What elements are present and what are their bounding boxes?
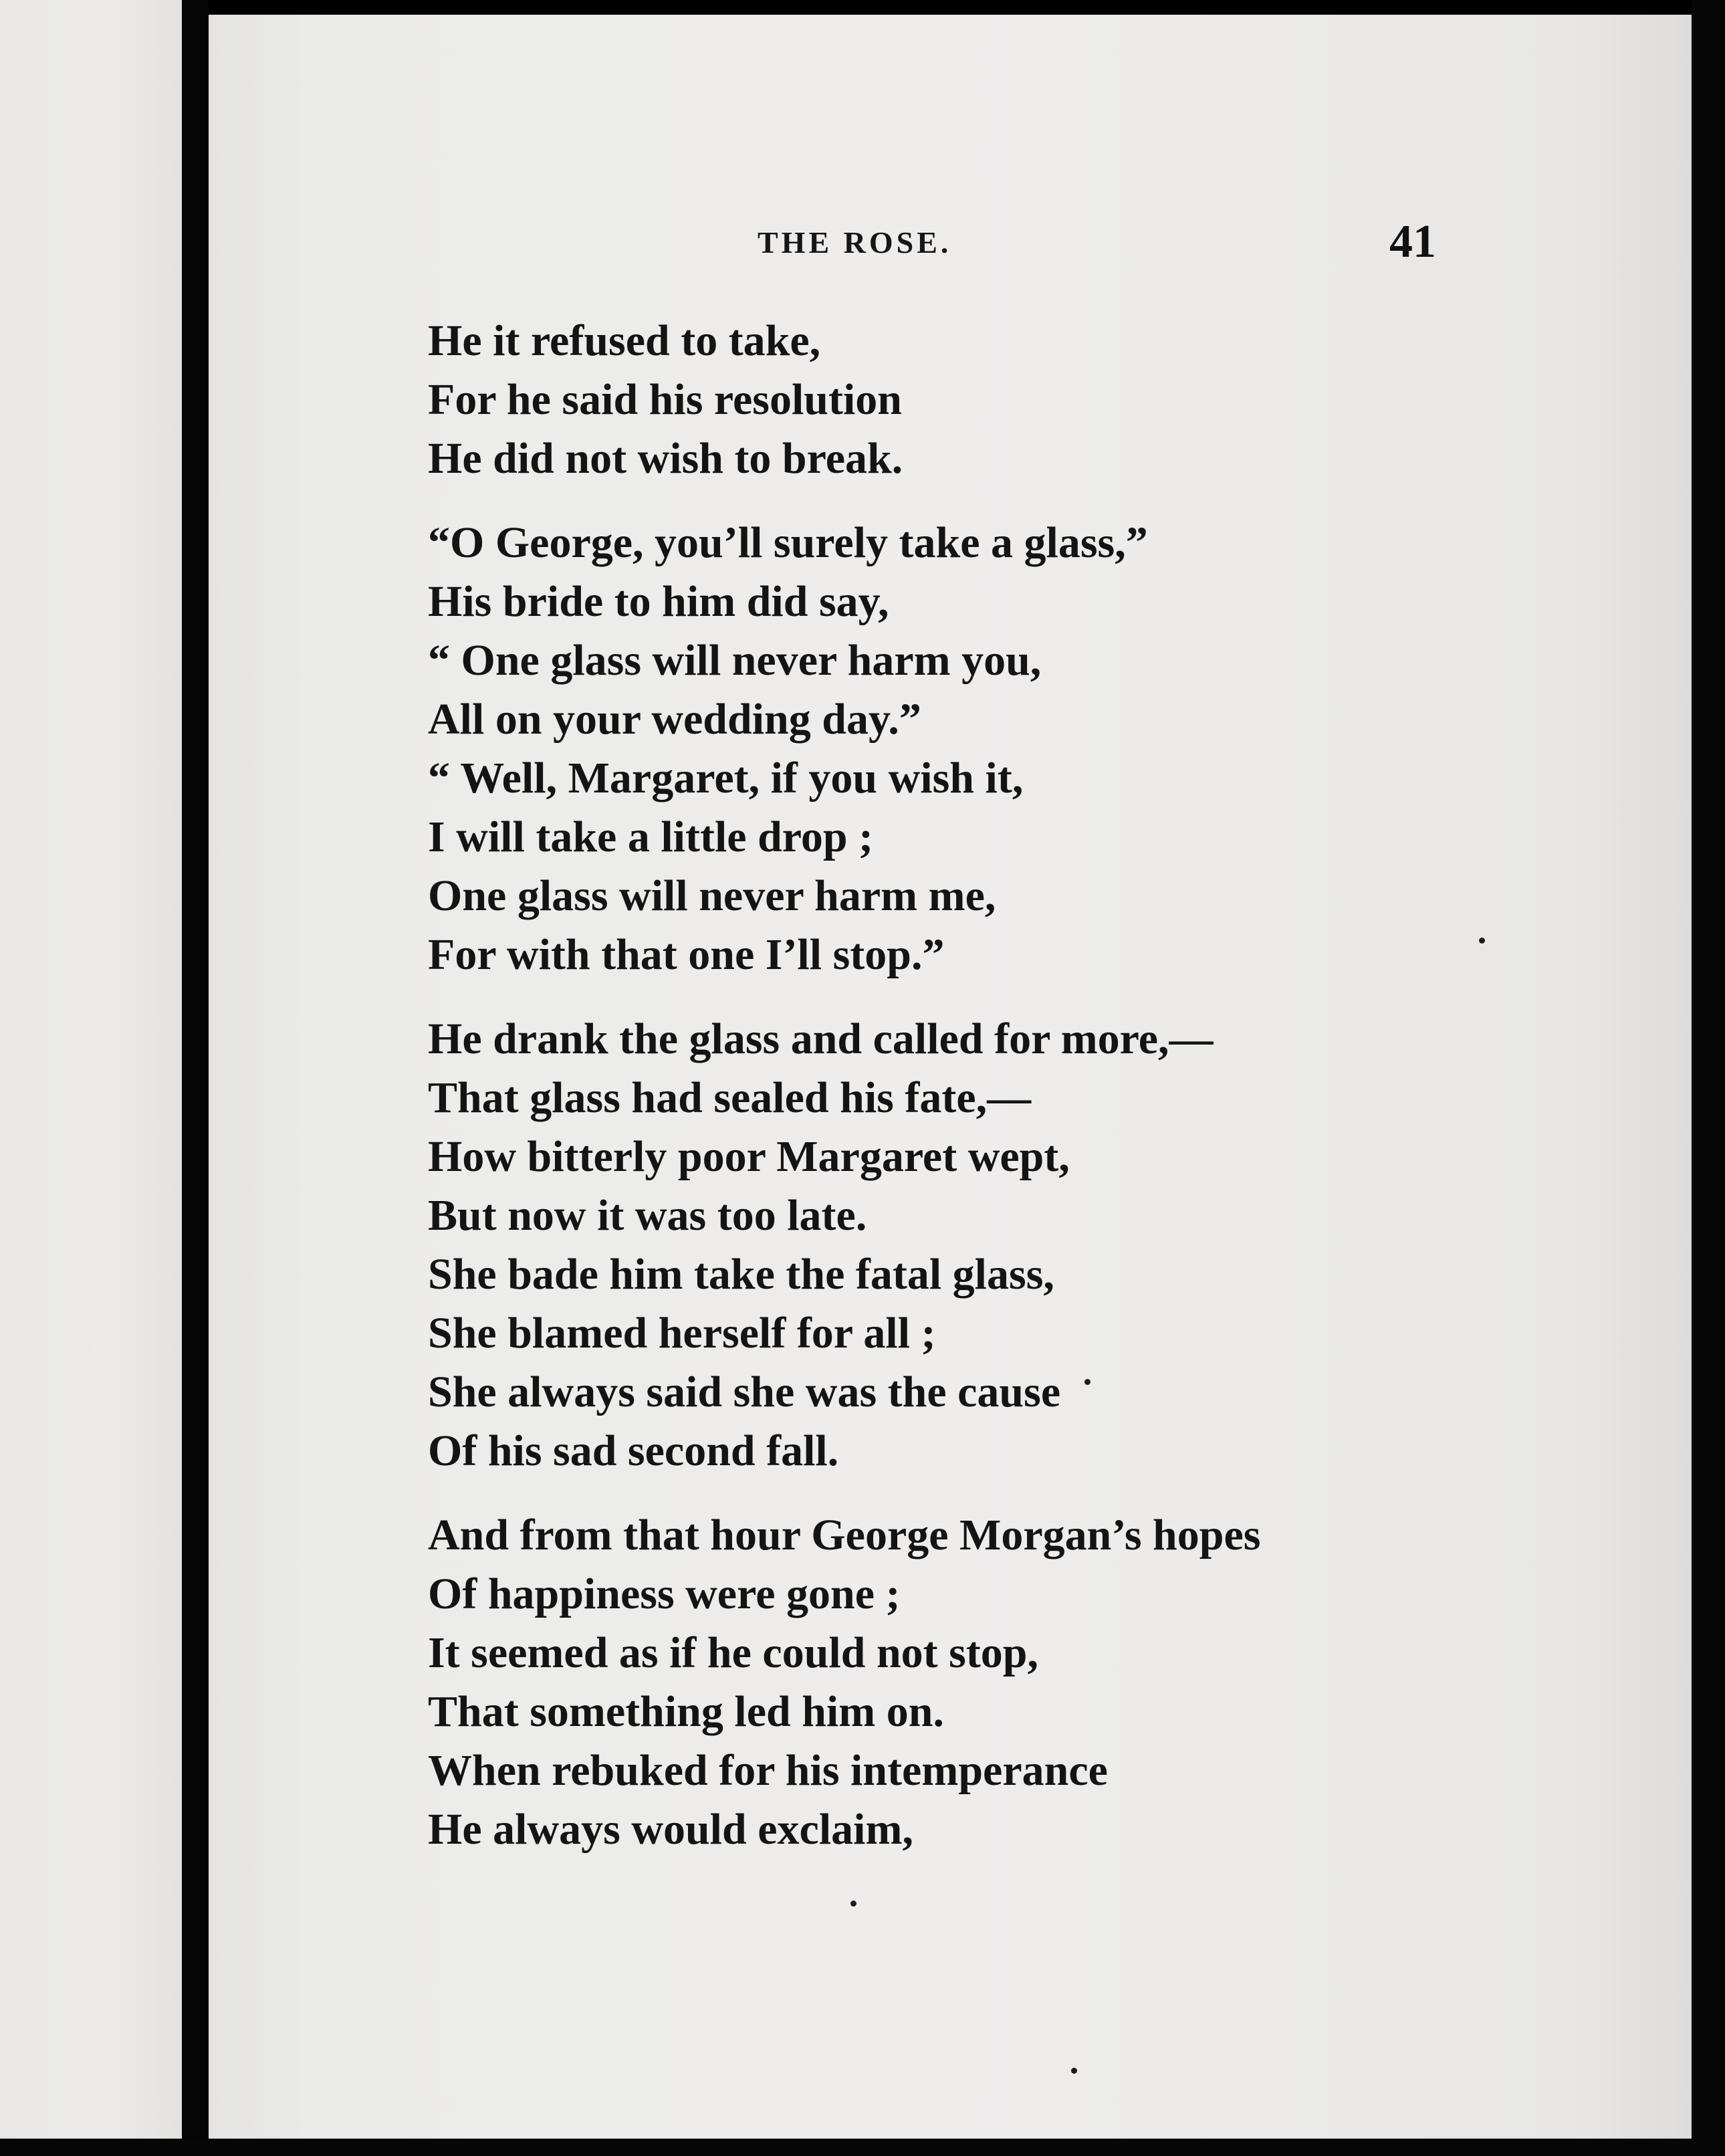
poem-line: “ One glass will never harm you, — [428, 636, 1042, 685]
poem-line: “O George, you’ll surely take a glass,” — [428, 518, 1148, 567]
page-right-edge — [1692, 0, 1725, 2156]
poem-line: All on your wedding day.” — [428, 695, 921, 744]
poem-line: “ Well, Margaret, if you wish it, — [428, 754, 1024, 802]
poem-line: She always said she was the cause — [428, 1368, 1061, 1416]
poem-line: How bitterly poor Margaret wept, — [428, 1132, 1070, 1181]
page-number: 41 — [1389, 216, 1436, 267]
print-speck — [1071, 2068, 1077, 2074]
poem-line: She bade him take the fatal glass, — [428, 1250, 1054, 1299]
print-speck — [850, 1901, 856, 1907]
poem-line: That something led him on. — [428, 1687, 944, 1736]
poem-line: It seemed as if he could not stop, — [428, 1628, 1039, 1677]
print-speck — [1479, 938, 1485, 944]
poem-line: But now it was too late. — [428, 1191, 867, 1240]
poem-line: I will take a little drop ; — [428, 813, 874, 861]
book-gutter — [182, 0, 209, 2156]
poem-line: He it refused to take, — [428, 316, 821, 365]
poem-line: He drank the glass and called for more,— — [428, 1014, 1214, 1063]
facing-page-edge — [0, 0, 182, 2139]
poem-line: When rebuked for his intemperance — [428, 1746, 1108, 1795]
poem-line: He did not wish to break. — [428, 434, 903, 483]
page-bottom-edge — [0, 2139, 1725, 2156]
poem-line: For with that one I’ll stop.” — [428, 930, 945, 979]
poem-line: Of happiness were gone ; — [428, 1570, 901, 1618]
poem-line: She blamed herself for all ; — [428, 1309, 936, 1358]
running-head: THE ROSE. — [758, 225, 952, 259]
poem-line: And from that hour George Morgan’s hopes — [428, 1511, 1261, 1559]
poem-line: His bride to him did say, — [428, 577, 889, 626]
poem-body — [428, 312, 1364, 1884]
poem-line: For he said his resolution — [428, 375, 903, 424]
poem-line: One glass will never harm me, — [428, 871, 996, 920]
stanza — [428, 312, 1364, 488]
stanza — [428, 1506, 1364, 1859]
stanza — [428, 514, 1364, 984]
poem-line: That glass had sealed his fate,— — [428, 1073, 1032, 1122]
stanza — [428, 1010, 1364, 1481]
poem-line: He always would exclaim, — [428, 1805, 913, 1854]
poem-line: Of his sad second fall. — [428, 1426, 839, 1475]
